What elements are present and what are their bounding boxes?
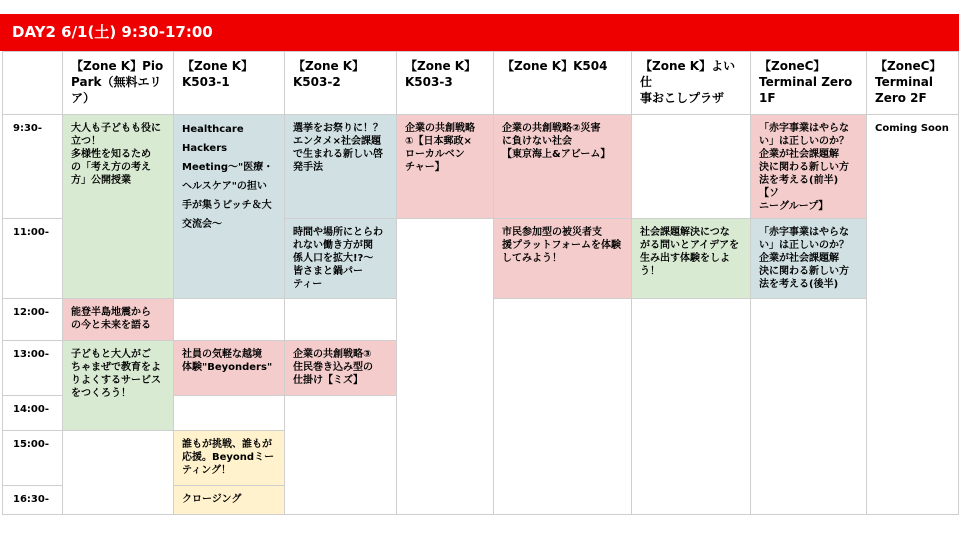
session-block[interactable]: 企業の共創戦略②災害 に負けない社会 【東京海上&アビーム】 bbox=[493, 114, 632, 219]
session-block[interactable]: 企業の共創戦略③ 住民巻き込み型の 仕掛け【ミズ】 bbox=[284, 340, 397, 396]
time-label: 13:00- bbox=[2, 340, 63, 396]
time-label: 16:30- bbox=[2, 485, 63, 515]
empty-slot bbox=[173, 298, 285, 341]
empty-slot bbox=[750, 298, 867, 515]
column-header-pio-park: 【Zone K】Pio Park（無料エリ ア） bbox=[62, 51, 174, 115]
session-block[interactable]: 誰もが挑戦、誰もが 応援。Beyondミー ティング！ bbox=[173, 430, 285, 486]
session-block[interactable]: 企業の共創戦略 ①【日本郵政× ローカルベン チャー】 bbox=[396, 114, 494, 219]
session-block[interactable]: 大人も子どもも役に 立つ！ 多様性を知るため の「考え方の考え 方」公開授業 bbox=[62, 114, 174, 299]
column-header-terminal-zero-2f: 【ZoneC】 Terminal Zero 2F bbox=[866, 51, 959, 115]
column-header-terminal-zero-1f: 【ZoneC】 Terminal Zero 1F bbox=[750, 51, 867, 115]
session-block[interactable]: 市民参加型の被災者支 援プラットフォームを体験 してみよう！ bbox=[493, 218, 632, 299]
time-label: 11:00- bbox=[2, 218, 63, 299]
time-label: 9:30- bbox=[2, 114, 63, 219]
column-header-k503-2: 【Zone K】 K503-2 bbox=[284, 51, 397, 115]
session-block[interactable]: 子どもと大人がご ちゃまぜで教育をよ りよくするサービス をつくろう！ bbox=[62, 340, 174, 431]
empty-slot bbox=[173, 395, 285, 431]
session-block[interactable]: 能登半島地震から の今と未来を語る bbox=[62, 298, 174, 341]
empty-slot bbox=[284, 395, 397, 515]
empty-slot bbox=[396, 218, 494, 515]
column-header-k504: 【Zone K】K504 bbox=[493, 51, 632, 115]
empty-slot bbox=[284, 298, 397, 341]
empty-slot bbox=[631, 298, 751, 515]
empty-slot bbox=[62, 430, 174, 515]
session-block[interactable]: 「赤字事業はやらな い」は正しいのか？ 企業が社会課題解 決に関わる新しい方 法を考える(前半)【ソ ニーグループ】 bbox=[750, 114, 867, 219]
time-label: 14:00- bbox=[2, 395, 63, 431]
session-block[interactable]: Coming Soon bbox=[866, 114, 959, 515]
time-label: 12:00- bbox=[2, 298, 63, 341]
column-header-k503-1: 【Zone K】 K503-1 bbox=[173, 51, 285, 115]
empty-slot bbox=[631, 114, 751, 219]
empty-slot bbox=[493, 298, 632, 515]
session-block[interactable]: Healthcare Hackers Meeting〜"医療・ ヘルスケア"の担い 手が集うピッチ＆大 交流会〜 bbox=[173, 114, 285, 299]
page-title: DAY2 6/1(土) 9:30-17:00 bbox=[0, 14, 959, 51]
session-block[interactable]: 「赤字事業はやらな い」は正しいのか？ 企業が社会課題解 決に関わる新しい方 法を考える(後半) bbox=[750, 218, 867, 299]
time-label: 15:00- bbox=[2, 430, 63, 486]
column-header-k503-3: 【Zone K】 K503-3 bbox=[396, 51, 494, 115]
session-block[interactable]: 時間や場所にとらわ れない働き方が関 係人口を拡大!?〜 皆さまと鍋パー ティー bbox=[284, 218, 397, 299]
session-block[interactable]: 社会課題解決につな がる問いとアイデアを 生み出す体験をしよ う！ bbox=[631, 218, 751, 299]
column-header-plaza: 【Zone K】よい仕 事おこしプラザ bbox=[631, 51, 751, 115]
session-block[interactable]: 社員の気軽な越境 体験"Beyonders" bbox=[173, 340, 285, 396]
session-block[interactable]: 選挙をお祭りに！？ エンタメ×社会課題 で生まれる新しい啓 発手法 bbox=[284, 114, 397, 219]
corner-cell bbox=[2, 51, 63, 115]
session-block[interactable]: クロージング bbox=[173, 485, 285, 515]
